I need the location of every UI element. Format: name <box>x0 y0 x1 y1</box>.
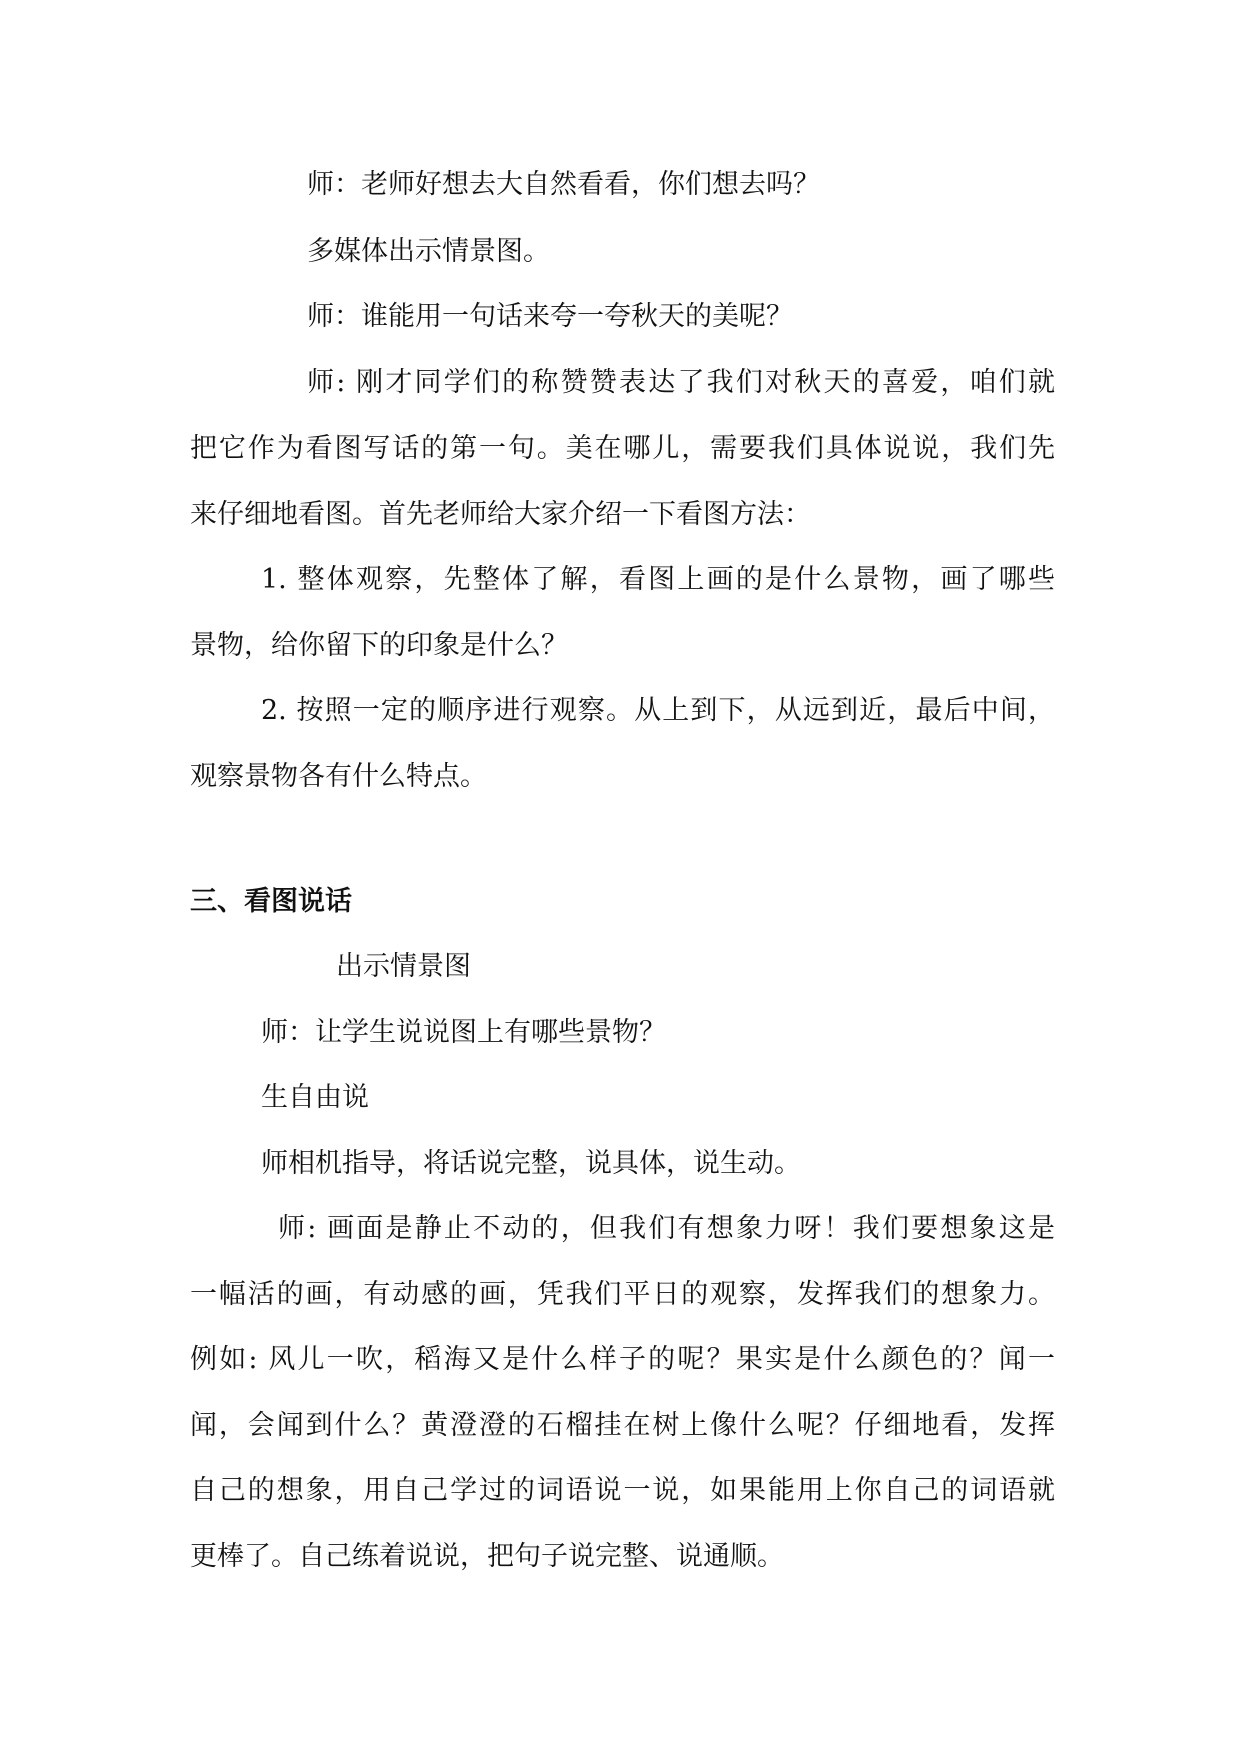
paragraph-line: 观察景物各有什么特点。 <box>190 761 487 792</box>
paragraph-line: 更棒了。自己练着说说，把句子说完整、说通顺。 <box>190 1541 784 1572</box>
paragraph-line: 师: 刚才同学们的称赞赞表达了我们对秋天的喜爱，咱们就 <box>307 367 1055 398</box>
paragraph-line: 师：老师好想去大自然看看，你们想去吗？ <box>307 169 820 200</box>
paragraph-line: 师: 画面是静止不动的，但我们有想象力呀！我们要想象这是 <box>278 1213 1055 1244</box>
paragraph-line: 多媒体出示情景图。 <box>307 236 550 267</box>
paragraph-line: 把它作为看图写话的第一句。美在哪儿，需要我们具体说说，我们先 <box>190 433 1055 464</box>
paragraph-line: 景物，给你留下的印象是什么？ <box>190 630 568 661</box>
paragraph-line: 师：谁能用一句话来夸一夸秋天的美呢？ <box>307 301 793 332</box>
paragraph-line: 闻，会闻到什么？黄澄澄的石榴挂在树上像什么呢？仔细地看，发挥 <box>190 1410 1055 1441</box>
paragraph-line: 出示情景图 <box>336 951 471 982</box>
paragraph-line: 自己的想象，用自己学过的词语说一说，如果能用上你自己的词语就 <box>190 1475 1055 1506</box>
paragraph-line: 例如: 风儿一吹，稻海又是什么样子的呢？果实是什么颜色的？闻一 <box>190 1344 1055 1375</box>
section-heading: 三、看图说话 <box>190 886 352 917</box>
paragraph-line: 来仔细地看图。首先老师给大家介绍一下看图方法： <box>190 499 811 530</box>
paragraph-line: 一幅活的画，有动感的画，凭我们平日的观察，发挥我们的想象力。 <box>190 1279 1055 1310</box>
list-item-1: 1. 整体观察，先整体了解，看图上画的是什么景物，画了哪些 <box>261 564 1055 595</box>
list-item-2: 2. 按照一定的顺序进行观察。从上到下，从远到近，最后中间， <box>261 695 1055 726</box>
paragraph-line: 生自由说 <box>261 1082 369 1113</box>
paragraph-line: 师：让学生说说图上有哪些景物？ <box>261 1017 666 1048</box>
paragraph-line: 师相机指导，将话说完整，说具体，说生动。 <box>261 1148 801 1179</box>
